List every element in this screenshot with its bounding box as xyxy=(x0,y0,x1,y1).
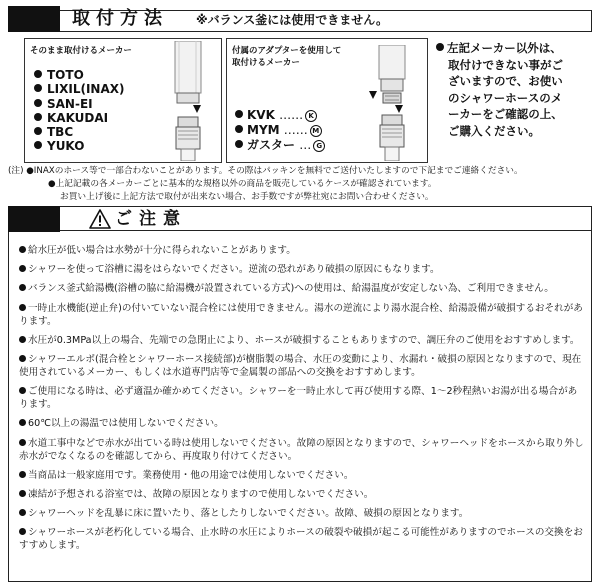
bullet-icon xyxy=(19,265,26,272)
bullet-icon xyxy=(235,140,243,148)
bullet-icon xyxy=(19,304,26,311)
list-item: 水圧が0.3MPa以上の場合、先端での急閉止により、ホースが破損することもありますので、調圧弁のご使用をおすすめします。 xyxy=(19,334,585,347)
install-footnotes xyxy=(8,165,523,204)
bullet-icon xyxy=(34,141,42,149)
list-item: シャワーホースが老朽化している場合、止水時の水圧によりホースの破裂や破損が起こる可能性がありますのでホースの交換をおすすめします。 xyxy=(19,527,583,552)
maker-badge: G xyxy=(313,140,325,152)
bullet-icon xyxy=(19,528,26,535)
bullet-icon xyxy=(34,84,42,92)
caution-section xyxy=(8,206,592,582)
caution-title: ご注意 xyxy=(115,209,187,229)
footnote-line: ●上記記載の各メーカーごとに基本的な規格以外の商品を販売しているケースが確認されています。 xyxy=(48,179,437,189)
list-item: 水道工事中などで赤水が出ている時は使用しないでください。故障の原因となりますので、シャワーヘッドをホースから取り外し赤水がでなくなるのを確認してから、再度取り付けてください。 xyxy=(19,437,584,462)
list-item: バランス釜式給湯機(浴槽の脇に給湯機が設置されている方式)への使用は、給湯温度が安定しない為、ご利用できません。 xyxy=(19,282,585,295)
list-item: KVK …… K xyxy=(235,108,325,123)
adapter-makers-caption: 付属のアダプターを使用して 取付けるメーカー xyxy=(232,46,342,68)
install-note: ※バランス釜には使用できません。 xyxy=(196,13,389,27)
list-item: シャワーヘッドを乱暴に床に置いたり、落としたりしないでください。故障、破損の原因となります。 xyxy=(19,507,585,520)
install-title: 取付方法 xyxy=(72,8,168,29)
list-item: LIXIL(INAX) xyxy=(34,82,125,96)
caution-header-block xyxy=(8,206,60,232)
list-item: 60℃以上の湯温では使用しないでください。 xyxy=(19,417,585,430)
bullet-icon xyxy=(34,127,42,135)
list-item: YUKO xyxy=(34,139,125,153)
bullet-icon xyxy=(19,336,26,343)
bullet-icon xyxy=(235,110,243,118)
list-item: SAN-EI xyxy=(34,97,125,111)
bullet-icon xyxy=(19,284,26,291)
hose-fitting-illustration-icon xyxy=(163,41,219,161)
list-item: ご使用になる時は、必ず適温か確かめてください。シャワーを一時止水して再び使用する際、1〜2秒程熱いお湯が出る場合があります。 xyxy=(19,386,578,411)
bullet-icon xyxy=(235,125,243,133)
list-item: KAKUDAI xyxy=(34,111,125,125)
direct-makers-panel xyxy=(24,38,222,163)
direct-makers-caption: そのまま取付けるメーカー xyxy=(30,46,132,56)
bullet-icon xyxy=(19,490,26,497)
list-item: 一時止水機能(逆止弁)の付いていない混合栓には使用できません。湯水の逆流により湯水混合栓、給湯設備が破損するおそれがあります。 xyxy=(19,302,583,327)
direct-makers-list xyxy=(34,68,125,154)
list-item: 凍結が予想される浴室では、故障の原因となりますので使用しないでください。 xyxy=(19,488,585,501)
footnote-line: お買い上げ後に上記方法で取付が出来ない場合、お手数ですが弊社宛にお問い合わせください。 xyxy=(60,192,434,202)
bullet-icon xyxy=(19,439,26,446)
list-item: ガスター … G xyxy=(235,138,325,153)
list-item: TOTO xyxy=(34,68,125,82)
maker-badge: M xyxy=(310,125,322,137)
adapter-makers-list xyxy=(235,108,325,153)
bullet-icon xyxy=(34,113,42,121)
bullet-icon xyxy=(34,70,42,78)
bullet-icon xyxy=(19,355,26,362)
footnote-line: (注) ●INAXのホース等で一部合わないことがあります。その際はパッキンを無料でご送付いたしますので下記までご連絡ください。 xyxy=(8,166,523,176)
list-item: シャワーを使って浴槽に湯をはらないでください。逆流の恐れがあり破損の原因にもなります。 xyxy=(19,263,585,276)
install-header-block xyxy=(8,6,60,32)
bullet-icon xyxy=(19,471,26,478)
list-item: 当商品は一般家庭用です。業務使用・他の用途では使用しないでください。 xyxy=(19,469,585,482)
bullet-icon xyxy=(19,246,26,253)
warning-triangle-icon xyxy=(89,209,111,229)
bullet-icon xyxy=(34,99,42,107)
maker-badge: K xyxy=(305,110,317,122)
bullet-icon xyxy=(19,419,26,426)
bullet-icon xyxy=(436,43,444,51)
adapter-makers-panel xyxy=(226,38,428,163)
install-section-header xyxy=(8,6,592,32)
bullet-icon xyxy=(19,387,26,394)
adapter-fitting-illustration-icon xyxy=(365,45,425,161)
list-item: MYM …… M xyxy=(235,123,325,138)
other-makers-note: 左記メーカー以外は、 取付けできない事がご ざいますので、お使い のシャワーホースのメ ーカーをご確認の上、 ご購入ください。 xyxy=(436,40,596,139)
list-item: 給水圧が低い場合は水勢が十分に得られないことがあります。 xyxy=(19,244,585,257)
bullet-icon xyxy=(19,509,26,516)
list-item: シャワーエルボ(混合栓とシャワーホース接続部)が樹脂製の場合、水圧の変動により、水漏れ・破損の原因となりますので、現在使用されているメーカー、もしくは水道専門店等で金属製の部品への交換をおすすめします。 xyxy=(19,353,582,378)
list-item: TBC xyxy=(34,125,125,139)
caution-list xyxy=(19,244,585,558)
